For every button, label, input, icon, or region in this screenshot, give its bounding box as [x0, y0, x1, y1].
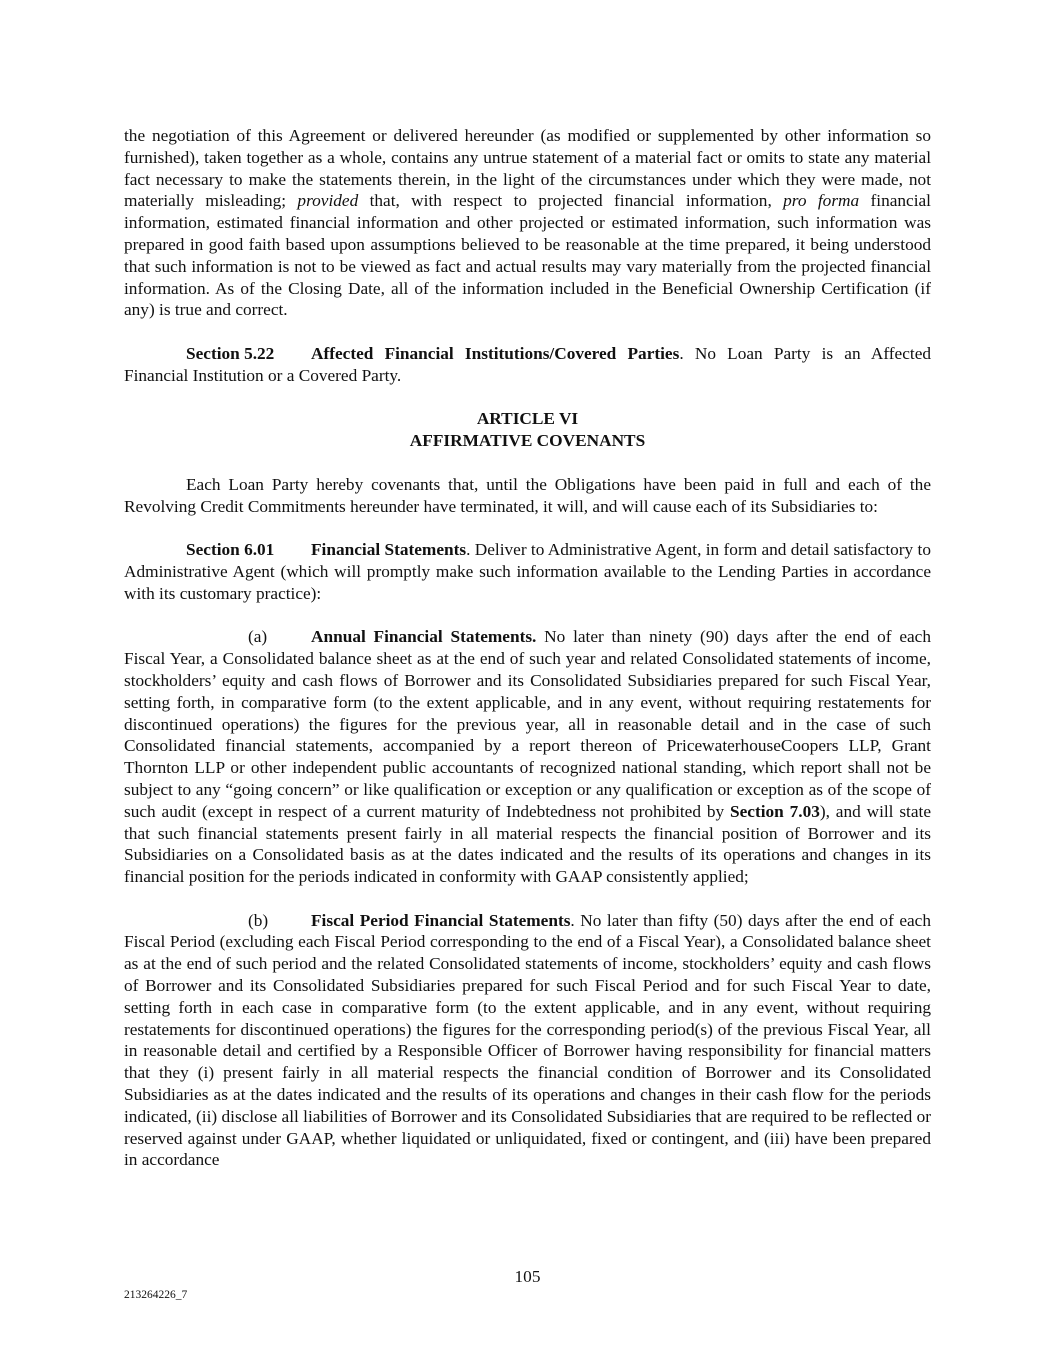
- intro-text-3: financial information, estimated financial information and other projected or estimated information, such information was prepared in good faith based upon assumptions believed to be reasonable at the time prepared, it being understood that such information is not to be viewed as fact and actual results may vary materially from the projected financial information. As of the Closing Date, all of the information included in the Beneficial Ownership Certification (if any) is true and correct.: [124, 191, 931, 320]
- article-heading: [124, 408, 931, 452]
- intro-text-1: the negotiation of this Agreement or delivered hereunder (as modified or supplemented by other information so furnished), taken together as a whole, contains any untrue statement of a material fact or omits to state any material fact necessary to make the statements therein, in the light of the circumstances under which they were made, not materially misleading;: [124, 126, 931, 211]
- section-6-01-number: Section 6.01: [186, 540, 275, 560]
- intro-pro-forma: pro forma: [783, 191, 860, 211]
- section-5-22-number: Section 5.22: [186, 343, 275, 363]
- section-5-22-period: .: [679, 343, 684, 363]
- clause-b-title: Fiscal Period Financial Statements: [311, 910, 571, 930]
- page-number: 105: [514, 1267, 541, 1286]
- section-6-01-title: Financial Statements: [311, 540, 467, 560]
- covenant-intro-paragraph: Each Loan Party hereby covenants that, until the Obligations have been paid in full and each of the Revolving Credit Commitments hereunder have terminated, it will, and will cause each of its Subsidiaries to:: [124, 474, 931, 516]
- clause-b-label: (b): [248, 910, 269, 930]
- section-5-22-body: No Loan Party is an Affected Financial Institution or a Covered Party.: [124, 343, 931, 385]
- clause-a-body-1: No later than ninety (90) days after the end of each Fiscal Year, a Consolidated balance sheet as at the end of such year and related Consolidated statements of income, stockholders’ equity and cash flows of Borrower and its Consolidated Subsidiaries prepared for such Fiscal Year, setting forth, in comparative form (to the extent applicable, and in any event, without requiring restatements for discontinued operations) the figures for the previous year, all in reasonable detail and in the case of such Consolidated financial statements, accompanied by a report thereon of PricewaterhouseCoopers LLP, Grant Thornton LLP or other independent public accountants of recognized national standing, which report shall not be subject to any “going concern” or like qualification or exception or any qualification or exception as of the scope of such audit (except in respect of a current maturity of Indebtedness not prohibited by: [124, 627, 931, 821]
- clause-a-title: Annual Financial Statements.: [311, 627, 537, 647]
- clause-a-body-2: ), and will state that such financial statements present fairly in all material respects the financial position of Borrower and its Subsidiaries on a Consolidated basis as at the dates indicated and the results of its operations and changes in its financial position for the periods indicated in conformity with GAAP consistently applied;: [124, 801, 932, 887]
- clause-b-paragraph: [124, 910, 931, 1172]
- article-title: AFFIRMATIVE COVENANTS: [409, 431, 646, 451]
- clause-a-label: (a): [248, 627, 268, 647]
- section-6-01-paragraph: [124, 539, 931, 604]
- clause-b-body: . No later than fifty (50) days after the end of each Fiscal Period (excluding each Fiscal Period corresponding to the end of a Fiscal Year), a Consolidated balance sheet as at the end of such period and the related Consolidated statements of income, stockholders’ equity and cash flows of Borrower and its Consolidated Subsidiaries prepared for such Fiscal Period and for such Fiscal Year to date, setting forth in each case in comparative form (to the extent applicable, and in any event, without requiring restatements for discontinued operations) the figures for the corresponding period(s) of the previous Fiscal Year, all in reasonable detail and certified by a Responsible Officer of Borrower having responsibility for financial matters that they (i) present fairly in all material respects the financial condition of Borrower and its Consolidated Subsidiaries as at the dates indicated and the results of its operations and changes in their cash flow for the periods indicated, (ii) disclose all liabilities of Borrower and its Consolidated Subsidiaries that are required to be reflected or reserved against under GAAP, whether liquidated or unliquidated, fixed or contingent, and (iii) have been prepared in accordance: [124, 910, 931, 1170]
- intro-paragraph: [124, 125, 931, 321]
- clause-a-section-ref: Section 7.03: [730, 801, 820, 821]
- section-5-22-title: Affected Financial Institutions/Covered Parties: [311, 343, 680, 363]
- intro-text-2: that, with respect to projected financial information,: [358, 191, 784, 211]
- article-number: ARTICLE VI: [476, 409, 579, 429]
- section-6-01-body: . Deliver to Administrative Agent, in form and detail satisfactory to Administrative Agent (which will promptly make such information available to the Lending Parties in accordance with its customary practice):: [124, 540, 931, 603]
- clause-a-paragraph: [124, 626, 931, 888]
- document-id: 213264226_7: [124, 1289, 188, 1301]
- document-page: [124, 125, 931, 1193]
- section-5-22-paragraph: [124, 343, 931, 387]
- intro-provided: provided: [297, 191, 359, 211]
